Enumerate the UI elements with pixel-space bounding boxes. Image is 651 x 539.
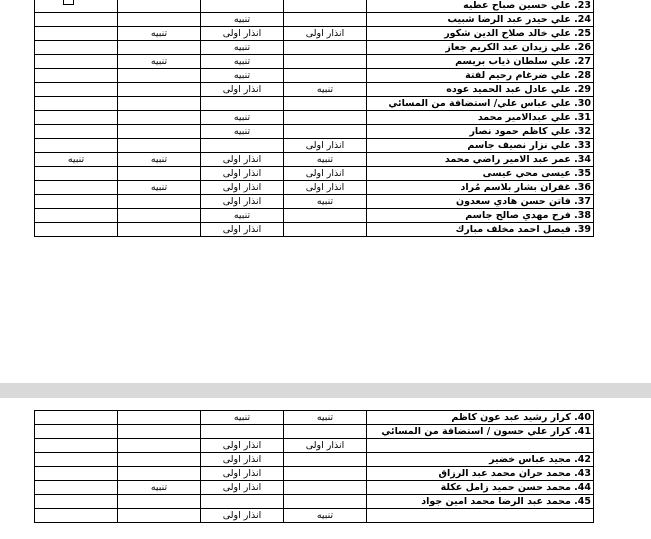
student-name-cell: 24. علي حيدر عبد الرضا شبيب bbox=[367, 13, 594, 27]
warning-cell-4 bbox=[284, 467, 367, 481]
warning-cell-4 bbox=[284, 0, 367, 13]
warning-cell-3: تنبيه bbox=[201, 41, 284, 55]
table-two bbox=[34, 410, 594, 523]
student-name-cell bbox=[367, 439, 594, 453]
warning-cell-1 bbox=[35, 125, 118, 139]
warning-cell-1 bbox=[35, 467, 118, 481]
warning-cell-4 bbox=[284, 495, 367, 509]
warning-cell-1 bbox=[35, 139, 118, 153]
student-name-cell: 33. علي نزار نصيف جاسم bbox=[367, 139, 594, 153]
warning-cell-4 bbox=[284, 13, 367, 27]
warning-cell-1 bbox=[35, 209, 118, 223]
table-row bbox=[35, 223, 594, 237]
warning-cell-4: انذار اولى bbox=[284, 167, 367, 181]
warning-cell-3 bbox=[201, 139, 284, 153]
warning-cell-2 bbox=[118, 453, 201, 467]
table-row bbox=[35, 167, 594, 181]
warning-cell-3: انذار اولى bbox=[201, 167, 284, 181]
warning-cell-4: انذار اولى bbox=[284, 27, 367, 41]
warning-cell-1 bbox=[35, 55, 118, 69]
warning-cell-4 bbox=[284, 69, 367, 83]
warning-cell-2 bbox=[118, 209, 201, 223]
table-row bbox=[35, 453, 594, 467]
warning-cell-2 bbox=[118, 0, 201, 13]
table-row bbox=[35, 509, 594, 523]
student-name-cell: 36. غفران بشار بلاسم مُراد bbox=[367, 181, 594, 195]
warning-cell-2 bbox=[118, 223, 201, 237]
warning-cell-2: تنبيه bbox=[118, 55, 201, 69]
table-row bbox=[35, 195, 594, 209]
warning-cell-3: انذار اولى bbox=[201, 181, 284, 195]
student-name-cell: 40. كرار رشيد عبد عون كاظم bbox=[367, 411, 594, 425]
warning-cell-3: تنبيه bbox=[201, 69, 284, 83]
table-row bbox=[35, 209, 594, 223]
student-name-cell: 43. محمد حران محمد عبد الرزاق bbox=[367, 467, 594, 481]
warning-cell-4 bbox=[284, 55, 367, 69]
student-name-cell: 31. علي عبدالامير محمد bbox=[367, 111, 594, 125]
warning-cell-3: تنبيه bbox=[201, 111, 284, 125]
student-name-cell: 37. فاتن حسن هادي سعدون bbox=[367, 195, 594, 209]
student-name-cell: 23. علي حسين صباح عطيه bbox=[367, 0, 594, 13]
table-row bbox=[35, 439, 594, 453]
student-name-cell: 39. فيصل احمد مخلف مبارك bbox=[367, 223, 594, 237]
warning-cell-2 bbox=[118, 97, 201, 111]
warning-cell-1 bbox=[35, 27, 118, 41]
warning-cell-3 bbox=[201, 495, 284, 509]
warning-cell-1: تنبيه bbox=[35, 153, 118, 167]
student-name-cell: 27. علي سلطان ذياب بريسم bbox=[367, 55, 594, 69]
warning-cell-1 bbox=[35, 509, 118, 523]
table-row bbox=[35, 125, 594, 139]
table-row bbox=[35, 481, 594, 495]
warning-cell-3: تنبيه bbox=[201, 13, 284, 27]
attendance-table-two bbox=[34, 410, 594, 523]
warning-cell-3: انذار اولى bbox=[201, 223, 284, 237]
student-name-cell: 38. فرح مهدي صالح جاسم bbox=[367, 209, 594, 223]
warning-cell-1 bbox=[35, 167, 118, 181]
warning-cell-2 bbox=[118, 139, 201, 153]
warning-cell-4 bbox=[284, 209, 367, 223]
warning-cell-2 bbox=[118, 83, 201, 97]
warning-cell-2 bbox=[118, 167, 201, 181]
warning-cell-2 bbox=[118, 495, 201, 509]
warning-cell-4 bbox=[284, 41, 367, 55]
warning-cell-2: تنبيه bbox=[118, 481, 201, 495]
attendance-table-one bbox=[34, 0, 594, 237]
warning-cell-3: انذار اولى bbox=[201, 509, 284, 523]
warning-cell-4: انذار اولى bbox=[284, 139, 367, 153]
warning-cell-4: تنبيه bbox=[284, 411, 367, 425]
table-row bbox=[35, 41, 594, 55]
warning-cell-1 bbox=[35, 453, 118, 467]
warning-cell-3: انذار اولى bbox=[201, 195, 284, 209]
table-row bbox=[35, 495, 594, 509]
warning-cell-2: تنبيه bbox=[118, 27, 201, 41]
table-row bbox=[35, 181, 594, 195]
table-row bbox=[35, 69, 594, 83]
warning-cell-2 bbox=[118, 425, 201, 439]
student-name-cell: 29. علي عادل عبد الحميد عوده bbox=[367, 83, 594, 97]
warning-cell-1 bbox=[35, 97, 118, 111]
warning-cell-1 bbox=[35, 495, 118, 509]
warning-cell-3: تنبيه bbox=[201, 125, 284, 139]
warning-cell-2 bbox=[118, 111, 201, 125]
table-two-body bbox=[35, 411, 594, 523]
warning-cell-3: تنبيه bbox=[201, 55, 284, 69]
warning-cell-2 bbox=[118, 13, 201, 27]
warning-cell-2 bbox=[118, 411, 201, 425]
warning-cell-1 bbox=[35, 0, 118, 13]
warning-cell-4 bbox=[284, 125, 367, 139]
table-row bbox=[35, 97, 594, 111]
warning-cell-4 bbox=[284, 481, 367, 495]
warning-cell-4: انذار اولى bbox=[284, 439, 367, 453]
warning-cell-4 bbox=[284, 453, 367, 467]
warning-cell-3 bbox=[201, 0, 284, 13]
table-one-body bbox=[35, 0, 594, 237]
page-sheet-two bbox=[0, 398, 651, 539]
student-name-cell: 32. علي كاظم حمود نصار bbox=[367, 125, 594, 139]
warning-cell-1 bbox=[35, 181, 118, 195]
table-row bbox=[35, 0, 594, 13]
warning-cell-2: تنبيه bbox=[118, 181, 201, 195]
table-row bbox=[35, 13, 594, 27]
warning-cell-2 bbox=[118, 467, 201, 481]
student-name-cell: 35. عيسى محي عيسى bbox=[367, 167, 594, 181]
table-row bbox=[35, 425, 594, 439]
warning-cell-4: انذار اولى bbox=[284, 181, 367, 195]
warning-cell-3: انذار اولى bbox=[201, 453, 284, 467]
table-one bbox=[34, 0, 594, 237]
warning-cell-2 bbox=[118, 509, 201, 523]
warning-cell-3: تنبيه bbox=[201, 209, 284, 223]
table-row bbox=[35, 55, 594, 69]
warning-cell-1 bbox=[35, 13, 118, 27]
warning-cell-1 bbox=[35, 223, 118, 237]
warning-cell-1 bbox=[35, 41, 118, 55]
student-name-cell bbox=[367, 509, 594, 523]
table-row bbox=[35, 153, 594, 167]
warning-cell-2 bbox=[118, 439, 201, 453]
warning-cell-1 bbox=[35, 195, 118, 209]
student-name-cell: 44. محمد حسن حميد زامل عكلة bbox=[367, 481, 594, 495]
warning-cell-1 bbox=[35, 411, 118, 425]
student-name-cell: 41. كرار علي حسون / استضافة من المسائي bbox=[367, 425, 594, 439]
warning-cell-1 bbox=[35, 481, 118, 495]
warning-cell-3: انذار اولى bbox=[201, 439, 284, 453]
student-name-cell: 25. علي خالد صلاح الدين شكور bbox=[367, 27, 594, 41]
student-name-cell: 45. محمد عبد الرضا محمد امين جواد bbox=[367, 495, 594, 509]
page-gap bbox=[0, 385, 651, 398]
table-row bbox=[35, 111, 594, 125]
warning-cell-4 bbox=[284, 111, 367, 125]
warning-cell-4 bbox=[284, 97, 367, 111]
warning-cell-4: تنبيه bbox=[284, 509, 367, 523]
student-name-cell: 26. علي زيدان عبد الكريم جعاز bbox=[367, 41, 594, 55]
warning-cell-1 bbox=[35, 69, 118, 83]
student-name-cell: 30. علي عباس علي/ استضافة من المسائي bbox=[367, 97, 594, 111]
student-name-cell: 42. مجيد عباس خضير bbox=[367, 453, 594, 467]
warning-cell-3: انذار اولى bbox=[201, 467, 284, 481]
warning-cell-1 bbox=[35, 439, 118, 453]
warning-cell-4: تنبيه bbox=[284, 153, 367, 167]
warning-cell-2 bbox=[118, 41, 201, 55]
warning-cell-3: انذار اولى bbox=[201, 27, 284, 41]
warning-cell-4 bbox=[284, 223, 367, 237]
warning-cell-3 bbox=[201, 97, 284, 111]
warning-cell-2 bbox=[118, 69, 201, 83]
warning-cell-3: انذار اولى bbox=[201, 83, 284, 97]
table-row bbox=[35, 139, 594, 153]
warning-cell-4: تنبيه bbox=[284, 83, 367, 97]
warning-cell-1 bbox=[35, 83, 118, 97]
warning-cell-2: تنبيه bbox=[118, 153, 201, 167]
warning-cell-2 bbox=[118, 195, 201, 209]
table-row bbox=[35, 27, 594, 41]
warning-cell-2 bbox=[118, 125, 201, 139]
warning-cell-3: انذار اولى bbox=[201, 481, 284, 495]
table-row bbox=[35, 467, 594, 481]
warning-cell-1 bbox=[35, 425, 118, 439]
warning-cell-3: تنبيه bbox=[201, 411, 284, 425]
warning-cell-4: تنبيه bbox=[284, 195, 367, 209]
warning-cell-3: انذار اولى bbox=[201, 153, 284, 167]
table-row bbox=[35, 83, 594, 97]
student-name-cell: 28. علي ضرغام رحيم لفتة bbox=[367, 69, 594, 83]
warning-cell-3 bbox=[201, 425, 284, 439]
table-row bbox=[35, 411, 594, 425]
warning-cell-4 bbox=[284, 425, 367, 439]
student-name-cell: 34. عمر عبد الامير راضي محمد bbox=[367, 153, 594, 167]
warning-cell-1 bbox=[35, 111, 118, 125]
